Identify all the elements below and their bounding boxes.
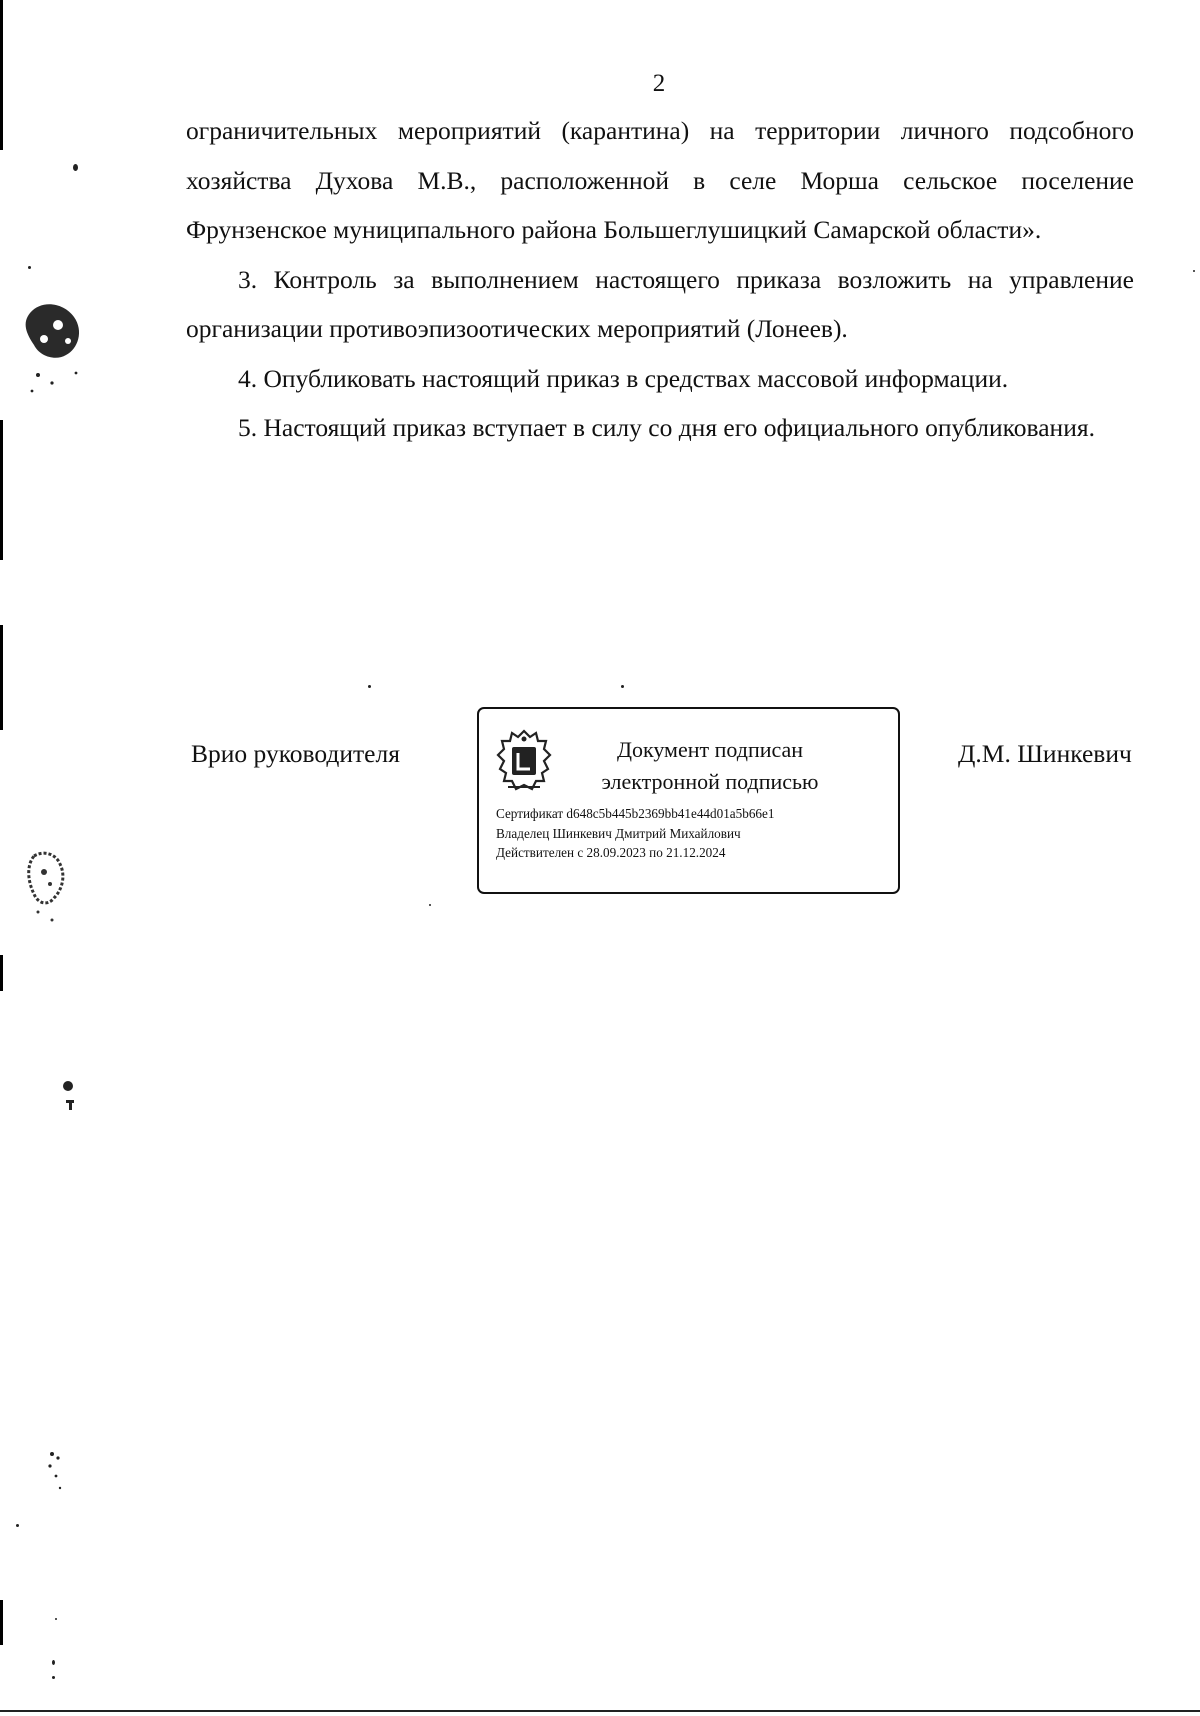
scan-speck [52,1660,55,1665]
scan-edge-line [0,625,3,730]
scan-edge-line [0,955,3,991]
stamp-title-line-1: Документ подписан [616,737,804,762]
page-number: 2 [652,70,666,97]
electronic-signature-stamp [477,707,900,894]
stamp-details [496,804,896,863]
signatory-role: Врио руководителя [191,739,400,768]
paragraph-item-5: 5. Настоящий приказ вступает в силу со дня его официального опубликования. [238,413,1095,442]
scan-speck [55,1618,57,1620]
scan-speck [1193,270,1195,272]
scan-blot [18,295,88,405]
scan-speck [73,164,78,171]
scan-blot [24,850,72,930]
scan-bottom-line [0,1710,1200,1712]
scan-speck [368,685,371,688]
scan-speck [52,1676,55,1679]
stamp-validity: Действителен с 28.09.2023 по 21.12.2024 [496,845,726,860]
signatory-name: Д.М. Шинкевич [958,739,1132,768]
paragraph-item-4: 4. Опубликовать настоящий приказ в средствах массовой информации. [238,363,1009,393]
scan-edge-line [0,420,3,560]
document-body [186,106,1134,453]
stamp-title [579,734,841,798]
coat-of-arms-icon [496,729,552,795]
scan-speck [621,685,624,688]
stamp-certificate: Сертификат d648c5b445b2369bb41e44d01a5b66e1 [496,806,775,821]
scan-blot [40,1448,70,1498]
stamp-owner: Владелец Шинкевич Дмитрий Михайлович [496,825,741,841]
scan-speck [429,904,431,906]
stamp-title-line-2: электронной подписью [601,769,819,794]
paragraph-item-3: 3. Контроль за выполнением настоящего приказа возложить на управление организации противоэпизоотических мероприятий (Лонеев). [186,264,1134,343]
paragraph-continuation: ограничительных мероприятий (карантина) на территории личного подсобного хозяйства Духова М.В., расположенной в селе Морша сельское поселение Фрунзенское муниципального района Большеглушицкий Самарской области». [186,116,1134,244]
scan-speck [28,266,31,269]
scan-blot [58,1078,84,1118]
scan-edge-line [0,1600,3,1645]
scan-speck [16,1524,19,1527]
